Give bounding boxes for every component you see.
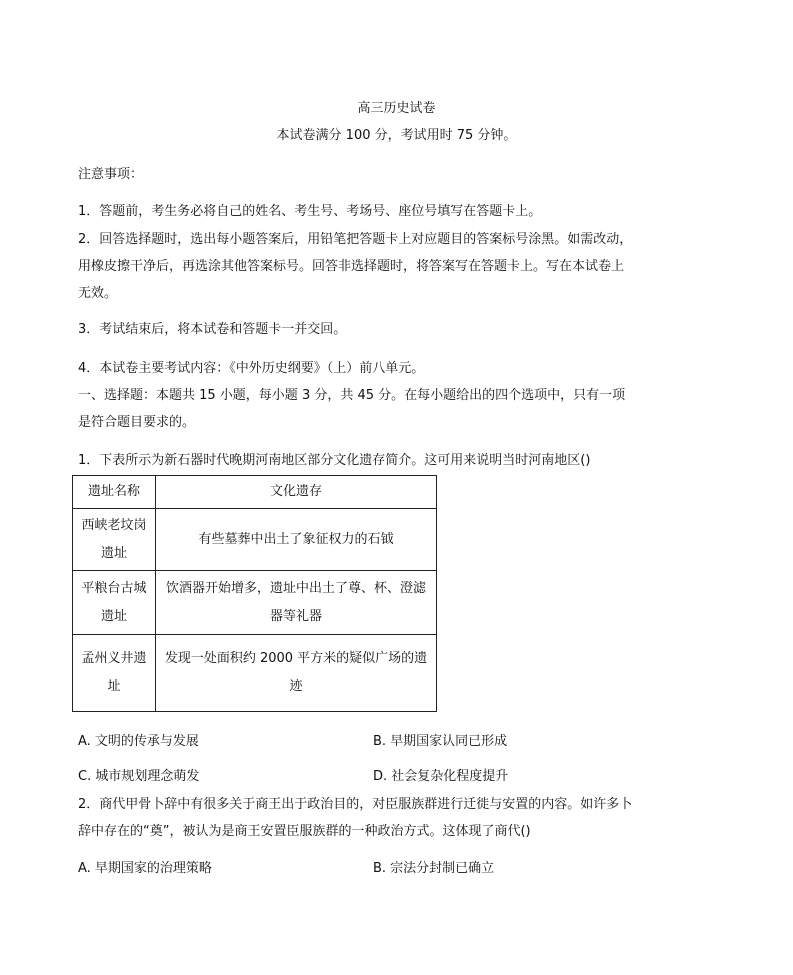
culture-line: 饮酒器开始增多，遗址中出土了尊、杯、澄滤 [165, 580, 426, 596]
culture-line: 发现一处面积约 2000 平方米的疑似广场的遗 [164, 651, 428, 666]
table-header-row [73, 476, 437, 509]
page-subtitle: 本试卷满分 100 分，考试用时 75 分钟。 [276, 128, 517, 143]
question-2-stem-line-1: 2．商代甲骨卜辞中有很多关于商王出于政治目的，对臣服族群进行迁徙与安置的内容。如许多卜 [78, 797, 633, 812]
site-line: 遗址 [100, 545, 127, 561]
notes-heading: 注意事项： [78, 167, 144, 182]
site-line: 平粮台古城 [81, 580, 147, 596]
page-title: 高三历史试卷 [357, 101, 436, 116]
culture-line: 器等礼器 [269, 608, 322, 624]
table-cell-site [73, 571, 156, 635]
section-1-line-1: 一、选择题：本题共 15 小题，每小题 3 分，共 45 分。在每小题给出的四个选项中，只有一项 [78, 388, 626, 403]
site-line: 西峡老坟岗 [81, 517, 147, 533]
q1-option-d: D. 社会复杂化程度提升 [373, 769, 509, 784]
note-item-4: 4．本试卷主要考试内容：《中外历史纲要》（上）前八单元。 [78, 361, 425, 376]
relics-table [72, 475, 437, 712]
q1-option-c: C. 城市规划理念萌发 [78, 769, 200, 784]
note-item-2-line-1: 2．回答选择题时，选出每小题答案后，用铅笔把答题卡上对应题目的答案标号涂黑。如需改动， [78, 232, 633, 247]
table-header-culture: 文化遗存 [156, 476, 437, 509]
site-line: 址 [107, 679, 121, 694]
question-1-stem: 1．下表所示为新石器时代晚期河南地区部分文化遗存简介。这可用来说明当时河南地区() [78, 453, 591, 468]
table-header-site: 遗址名称 [73, 476, 156, 509]
question-2-stem-line-2: 辞中存在的“奠”，被认为是商王安置臣服族群的一种政治方式。这体现了商代() [78, 824, 531, 839]
note-item-1: 1．答题前，考生务必将自己的姓名、考生号、考场号、座位号填写在答题卡上。 [78, 204, 542, 219]
note-item-2-line-3: 无效。 [78, 286, 118, 301]
q1-option-a: A. 文明的传承与发展 [78, 734, 199, 749]
site-line: 遗址 [100, 608, 127, 624]
section-1-line-2: 是符合题目要求的。 [78, 415, 196, 430]
culture-line: 迹 [289, 679, 303, 694]
site-line: 孟州义井遗 [81, 651, 147, 666]
q1-option-b: B. 早期国家认同已形成 [373, 734, 508, 749]
table-cell-culture [156, 571, 437, 635]
note-item-3: 3．考试结束后，将本试卷和答题卡一并交回。 [78, 322, 347, 337]
culture-line: 有些墓葬中出土了象征权力的石钺 [198, 531, 394, 547]
note-item-2-line-2: 用橡皮擦干净后，再选涂其他答案标号。回答非选择题时，将答案写在答题卡上。写在本试卷上 [78, 259, 625, 274]
table-cell-culture [156, 635, 437, 712]
table-row [73, 509, 437, 571]
table-cell-culture [156, 509, 437, 571]
table-row [73, 635, 437, 712]
q2-option-a: A. 早期国家的治理策略 [78, 861, 212, 876]
table-cell-site [73, 635, 156, 712]
q2-option-b: B. 宗法分封制已确立 [373, 861, 495, 876]
table-cell-site [73, 509, 156, 571]
table-row [73, 571, 437, 635]
